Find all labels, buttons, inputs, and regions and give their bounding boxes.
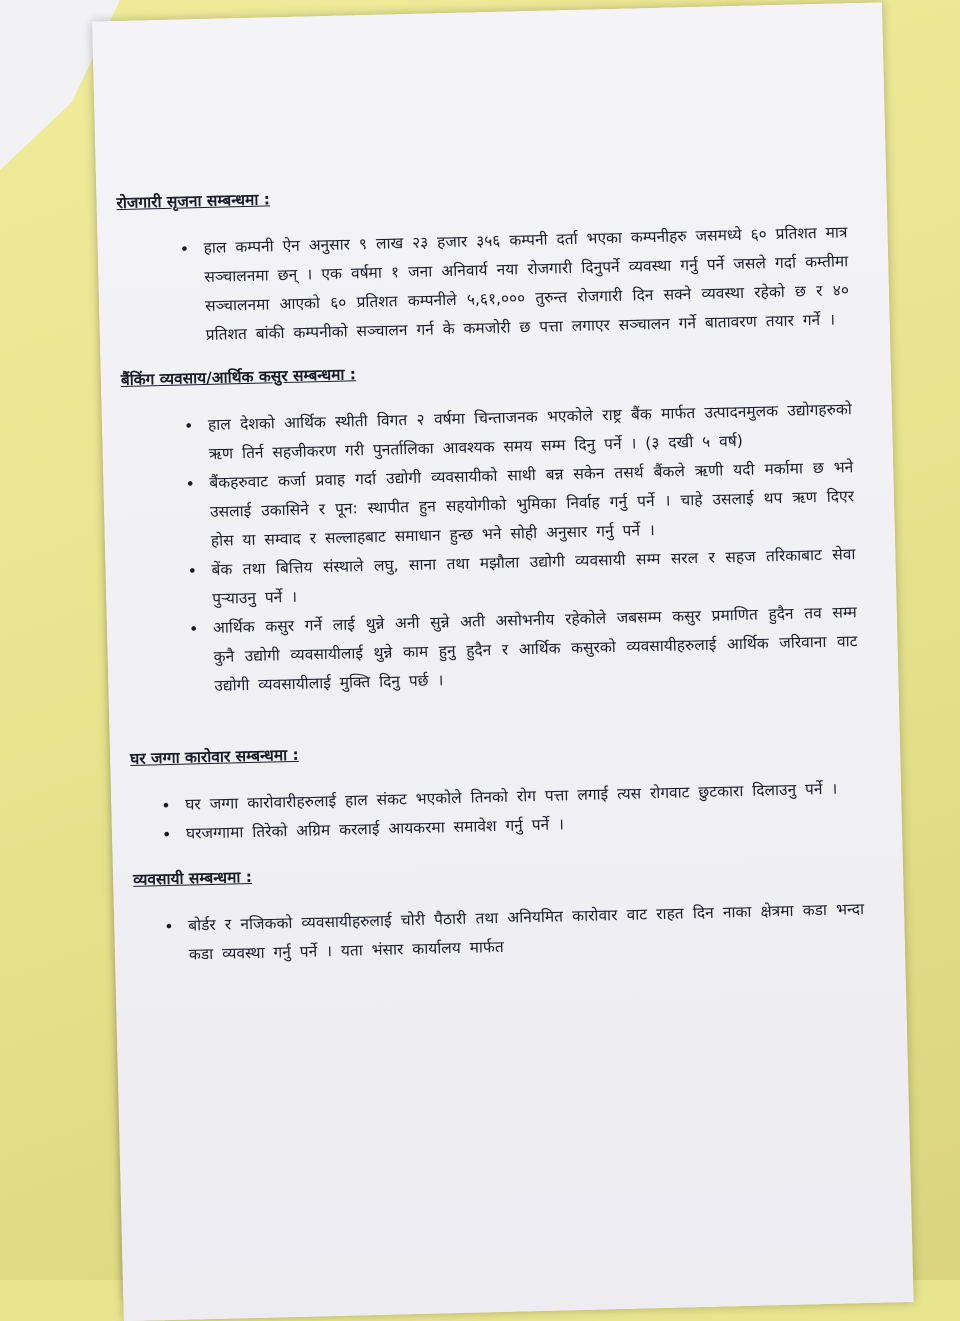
document-page [92,2,914,1321]
bullet-list [131,774,862,850]
list-item: • हाल कम्पनी ऐन अनुसार ९ लाख २३ हजार ३५६ कम्पनी दर्ता भएका कम्पनीहरु जसमध्ये ६० प्रतिशत मात्र सञ्चालनमा छन् । एक वर्षमा १ जना अनिवार्य नया रोजगारी दिनुपर्ने व्यवस्था गर्नु पर्ने जसले गर्दा कम्तीमा सञ्चालनमा आएको ६० प्रतिशत कम्पनीले ५,६१,००० तुरुन्त रोजगारी दिन सक्ने व्यवस्था रहेको छ र ४० प्रतिशत बांकी कम्पनीको सञ्चालन गर्न के कमजोरी छ पत्ता लगाएर सञ्चालन गर्ने बातावरण तयार गर्ने । [203,218,850,350]
bullet-list [134,895,865,971]
section-employment [116,171,850,352]
list-item: • घरजग्गामा तिरेको अग्रिम करलाई आयकरमा समावेश गर्नु पर्ने । [186,803,863,849]
bullet-list [122,395,859,703]
list-item: • बेंक तथा बित्तिय संस्थाले लघु, साना तथा मझौला उद्योगी व्यवसायी सम्म सरल र सहज तरिकाबाट सेवा पुऱ्याउनु पर्ने । [211,540,856,614]
section-heading: बैंकिंग व्यवसाय/आर्थिक कसुर सम्बन्धमा : [120,365,357,390]
section-heading: घर जग्गा कारोवार सम्बन्धमा : [129,745,299,768]
section-banking [121,348,859,703]
section-real-estate [130,727,862,850]
list-item: • बैंकहरुवाट कर्जा प्रवाह गर्दा उद्योगी व्यवसायीको साथी बन्न सकेन तसर्थ बैंकले ऋणी यदी मर्कामा छ भने उसलाई उकासिने र पून: स्थापीत हुन सहयोगीको भुमिका निर्वाह गर्नु पर्ने । चाहे उसलाई थप ऋण दिएर होस या सम्वाद र सल्लाहबाट समाधान हुन्छ भने सोही अनुसार गर्नु पर्ने । [209,453,855,556]
section-heading: व्यवसायी सम्बन्धमा : [132,868,253,889]
section-heading: रोजगारी सृजना सम्बन्धमा : [116,190,271,213]
list-item: • हाल देशको आर्थिक स्थीती विगत २ वर्षमा चिन्ताजनक भएकोले राष्ट्र बैंक मार्फत उत्पादनमुलक उद्योगहरुको ऋण तिर्न सहजीकरण गरी पुनर्तालिका आवश्यक समय सम्म दिनु पर्ने । (३ दखी ५ वर्ष) [208,395,853,469]
list-item: • घर जग्गा कारोवारीहरुलाई हाल संकट भएकोले तिनको रोग पत्ता लगाई त्यस रोगवाट छुटकारा दिलाउनु पर्ने । [185,774,862,820]
list-item: • बोर्डर र नजिकको व्यवसायीहरुलाई चोरी पैठारी तथा अनियमित कारोवार वाट राहत दिन नाका क्षेत्रमा कडा भन्दा कडा व्यवस्था गर्नु पर्ने । यता भंसार कार्यालय मार्फत [188,895,865,969]
bullet-list [117,218,850,352]
list-item: • आर्थिक कसुर गर्ने लाई थुन्ने अनी सुन्ने अती असोभनीय रहेकोले जबसम्म कसुर प्रमाणित हुदैन तव सम्म कुनै उद्योगी व्यवसायीलाई थुन्ने काम हुनु हुदैन र आर्थिक कसुरको व्यवसायीहरुलाई आर्थिक जरिवाना वाट उद्योगी व्यवसायीलाई मुक्ति दिनु पर्छ । [213,598,859,701]
section-business [133,848,865,971]
document-content [116,171,865,985]
